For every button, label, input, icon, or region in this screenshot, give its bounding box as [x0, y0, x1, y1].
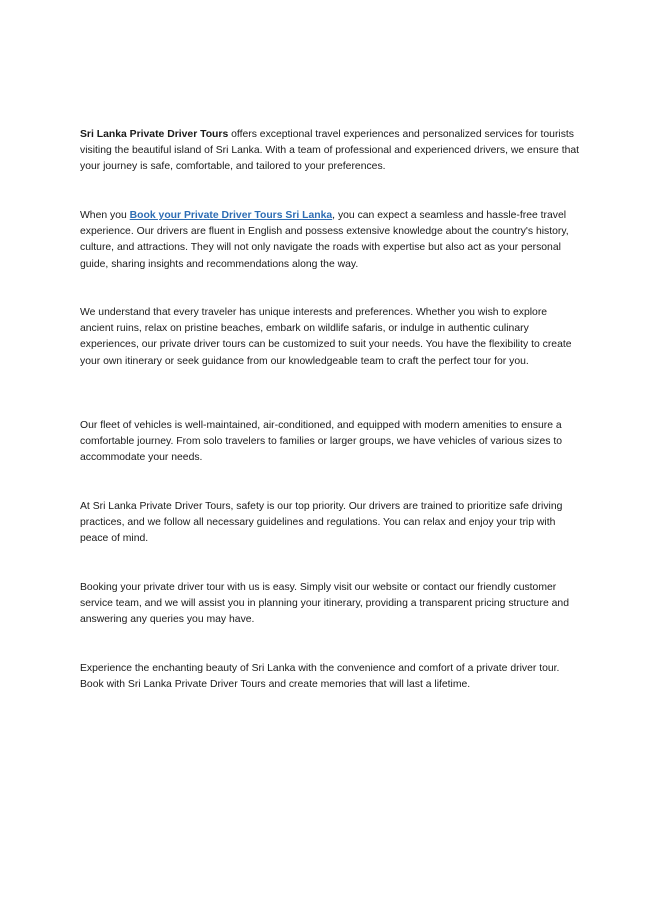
- paragraph-suffix: , you can expect a seamless and hassle-free travel experience. Our drivers are fluent in English and possess extensive knowledge about the country's history, culture, and attractions. They will not only navigate the roads with expertise but also act as your personal guide, sharing insights and recommendations along the way.: [80, 210, 569, 270]
- paragraph-closing: [80, 661, 580, 693]
- paragraph-safety: [80, 499, 580, 548]
- paragraph-customization: [80, 305, 580, 370]
- paragraph-text: We understand that every traveler has unique interests and preferences. Whether you wish to explore ancient ruins, relax on pristine beaches, embark on wildlife safaris, or indulge in authentic culinary experiences, our private driver tours can be customized to suit your needs. You have the flexibility to create your own itinerary or seek guidance from our knowledgeable team to craft the perfect tour for you.: [80, 307, 572, 367]
- paragraph-text: Booking your private driver tour with us is easy. Simply visit our website or contact our friendly customer service team, and we will assist you in planning your itinerary, providing a transparent pricing structure and answering any queries you may have.: [80, 582, 569, 626]
- paragraph-prefix: When you: [80, 210, 130, 221]
- paragraph-text: offers exceptional travel experiences and personalized services for tourists visiting the beautiful island of Sri Lanka. With a team of professional and experienced drivers, we ensure that your journey is safe, comfortable, and tailored to your preferences.: [80, 129, 580, 173]
- paragraph-text: At Sri Lanka Private Driver Tours, safety is our top priority. Our drivers are trained to prioritize safe driving practices, and we follow all necessary guidelines and regulations. You can relax and enjoy your trip with peace of mind.: [80, 501, 563, 545]
- paragraph-booking-link: [80, 208, 580, 273]
- paragraph-text: Experience the enchanting beauty of Sri Lanka with the convenience and comfort of a private driver tour. Book with Sri Lanka Private Driver Tours and create memories that will last a lifetime.: [80, 663, 560, 691]
- book-tours-link[interactable]: Book your Private Driver Tours Sri Lanka: [129, 210, 333, 221]
- paragraph-intro: [80, 127, 580, 176]
- paragraph-text: Our fleet of vehicles is well-maintained, air-conditioned, and equipped with modern amenities to ensure a comfortable journey. From solo travelers to families or larger groups, we have vehicles of various sizes to accommodate your needs.: [80, 420, 563, 464]
- company-name: Sri Lanka Private Driver Tours: [80, 129, 229, 140]
- paragraph-fleet: [80, 418, 580, 467]
- paragraph-how-to-book: [80, 580, 580, 629]
